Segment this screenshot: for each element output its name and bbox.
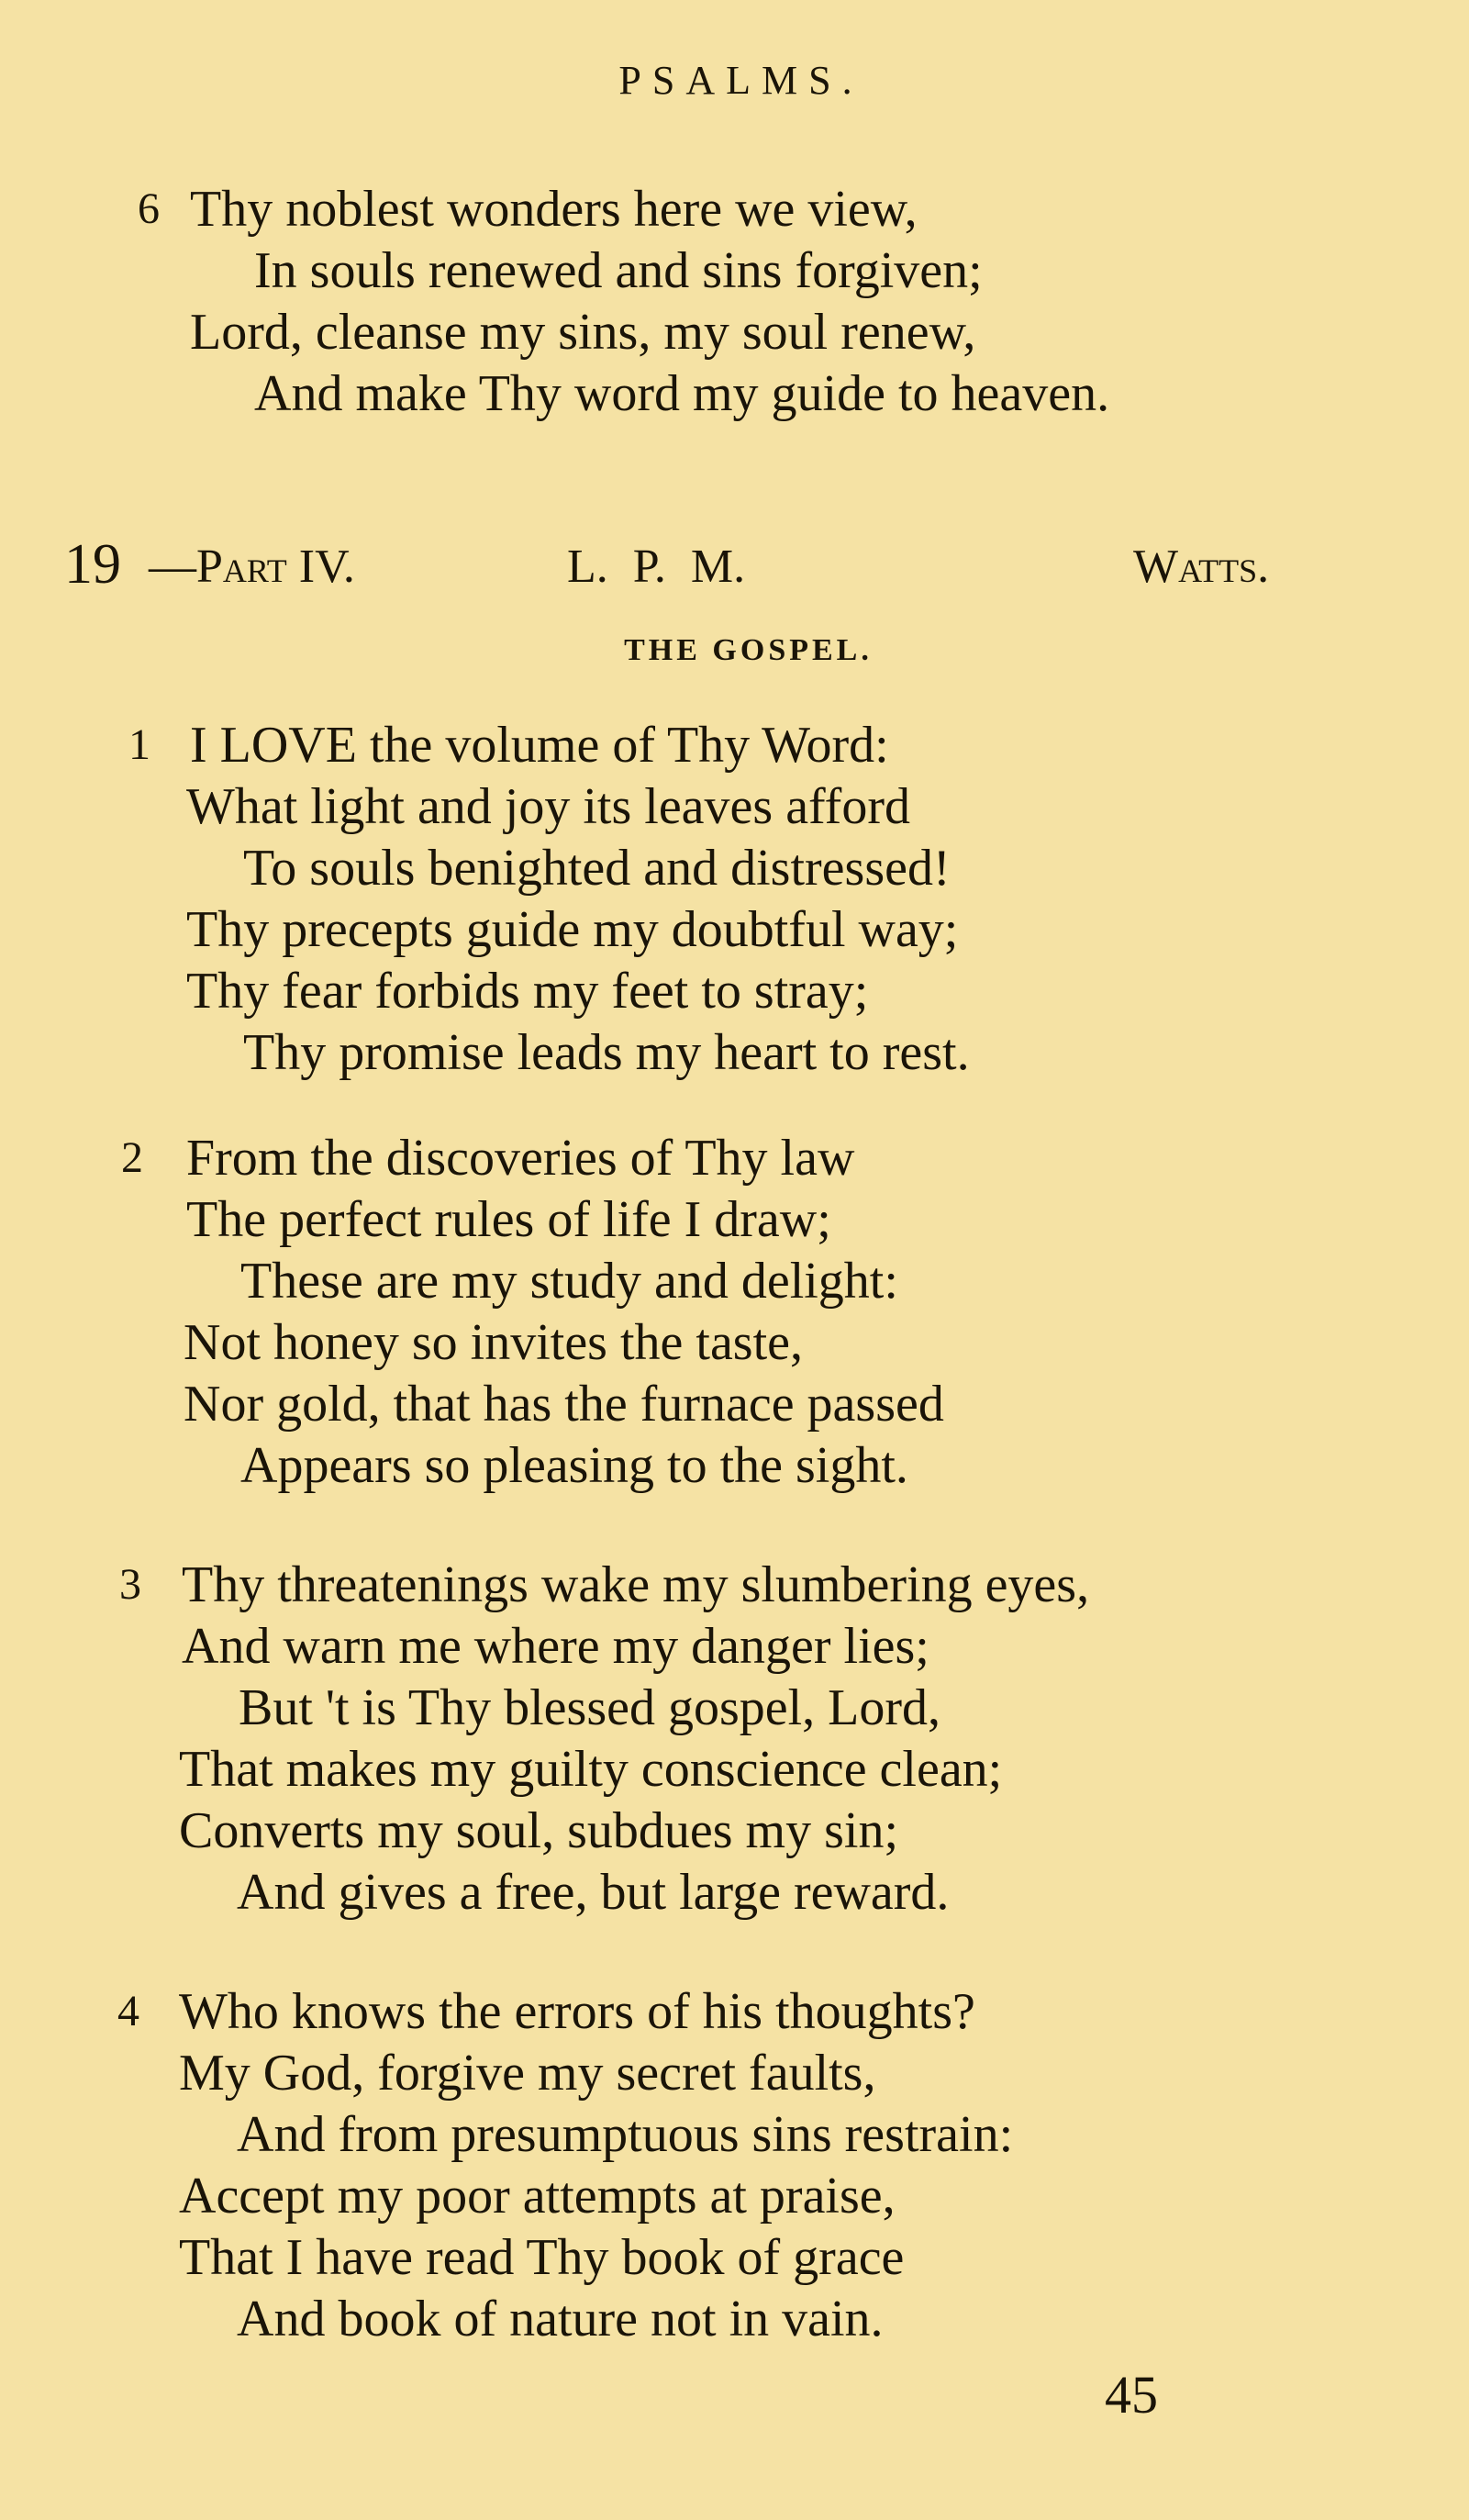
hymn-subtitle: THE GOSPEL. bbox=[624, 633, 873, 667]
hymn-header bbox=[0, 532, 1469, 606]
hymn-meter: L. P. M. bbox=[567, 541, 746, 593]
stanza-line: And make Thy word my guide to heaven. bbox=[254, 365, 1110, 422]
stanza-line: Thy threatenings wake my slumbering eyes, bbox=[182, 1556, 1090, 1613]
stanza-line: From the discoveries of Thy law bbox=[186, 1130, 855, 1187]
stanza-number: 1 bbox=[128, 720, 150, 769]
stanza-number: 2 bbox=[121, 1133, 143, 1182]
stanza-line: Nor gold, that has the furnace passed bbox=[184, 1376, 944, 1433]
stanza-line: Converts my soul, subdues my sin; bbox=[179, 1802, 899, 1859]
running-head: PSALMS. bbox=[618, 58, 863, 103]
stanza-number: 3 bbox=[119, 1560, 141, 1609]
stanza-line: My God, forgive my secret faults, bbox=[179, 2045, 876, 2102]
stanza-line: Thy noblest wonders here we view, bbox=[190, 181, 918, 238]
stanza-line: And gives a free, but large reward. bbox=[237, 1864, 950, 1921]
stanza-line: And book of nature not in vain. bbox=[237, 2291, 884, 2347]
stanza-line: These are my study and delight: bbox=[240, 1253, 898, 1310]
stanza-line: Lord, cleanse my sins, my soul renew, bbox=[190, 304, 976, 361]
stanza-line: The perfect rules of life I draw; bbox=[186, 1191, 831, 1248]
hymn-number: 19 bbox=[64, 533, 121, 596]
stanza-line: That makes my guilty conscience clean; bbox=[179, 1741, 1003, 1798]
stanza-line: I LOVE the volume of Thy Word: bbox=[190, 717, 889, 774]
stanza-line: Thy fear forbids my feet to stray; bbox=[186, 963, 869, 1020]
stanza-line: Not honey so invites the taste, bbox=[184, 1314, 804, 1371]
page-number: 45 bbox=[1105, 2365, 1158, 2425]
hymn-author: Watts. bbox=[1133, 541, 1270, 593]
stanza-line: What light and joy its leaves afford bbox=[186, 778, 910, 835]
stanza-number: 4 bbox=[117, 1987, 139, 2035]
stanza-line: Thy promise leads my heart to rest. bbox=[243, 1024, 970, 1081]
stanza-line: Accept my poor attempts at praise, bbox=[179, 2168, 896, 2225]
stanza-line: And from presumptuous sins restrain: bbox=[237, 2106, 1014, 2163]
stanza-line: Who knows the errors of his thoughts? bbox=[179, 1983, 975, 2040]
stanza-line: Thy precepts guide my doubtful way; bbox=[186, 901, 959, 958]
stanza-line: And warn me where my danger lies; bbox=[182, 1618, 929, 1675]
stanza-number: 6 bbox=[138, 184, 160, 233]
hymn-part: —Part IV. bbox=[149, 541, 355, 593]
stanza-line: To souls benighted and distressed! bbox=[243, 840, 951, 897]
stanza-line: That I have read Thy book of grace bbox=[179, 2229, 905, 2286]
stanza-line: In souls renewed and sins forgiven; bbox=[254, 242, 983, 299]
stanza-line: But 't is Thy blessed gospel, Lord, bbox=[239, 1679, 941, 1736]
stanza-line: Appears so pleasing to the sight. bbox=[240, 1437, 908, 1494]
